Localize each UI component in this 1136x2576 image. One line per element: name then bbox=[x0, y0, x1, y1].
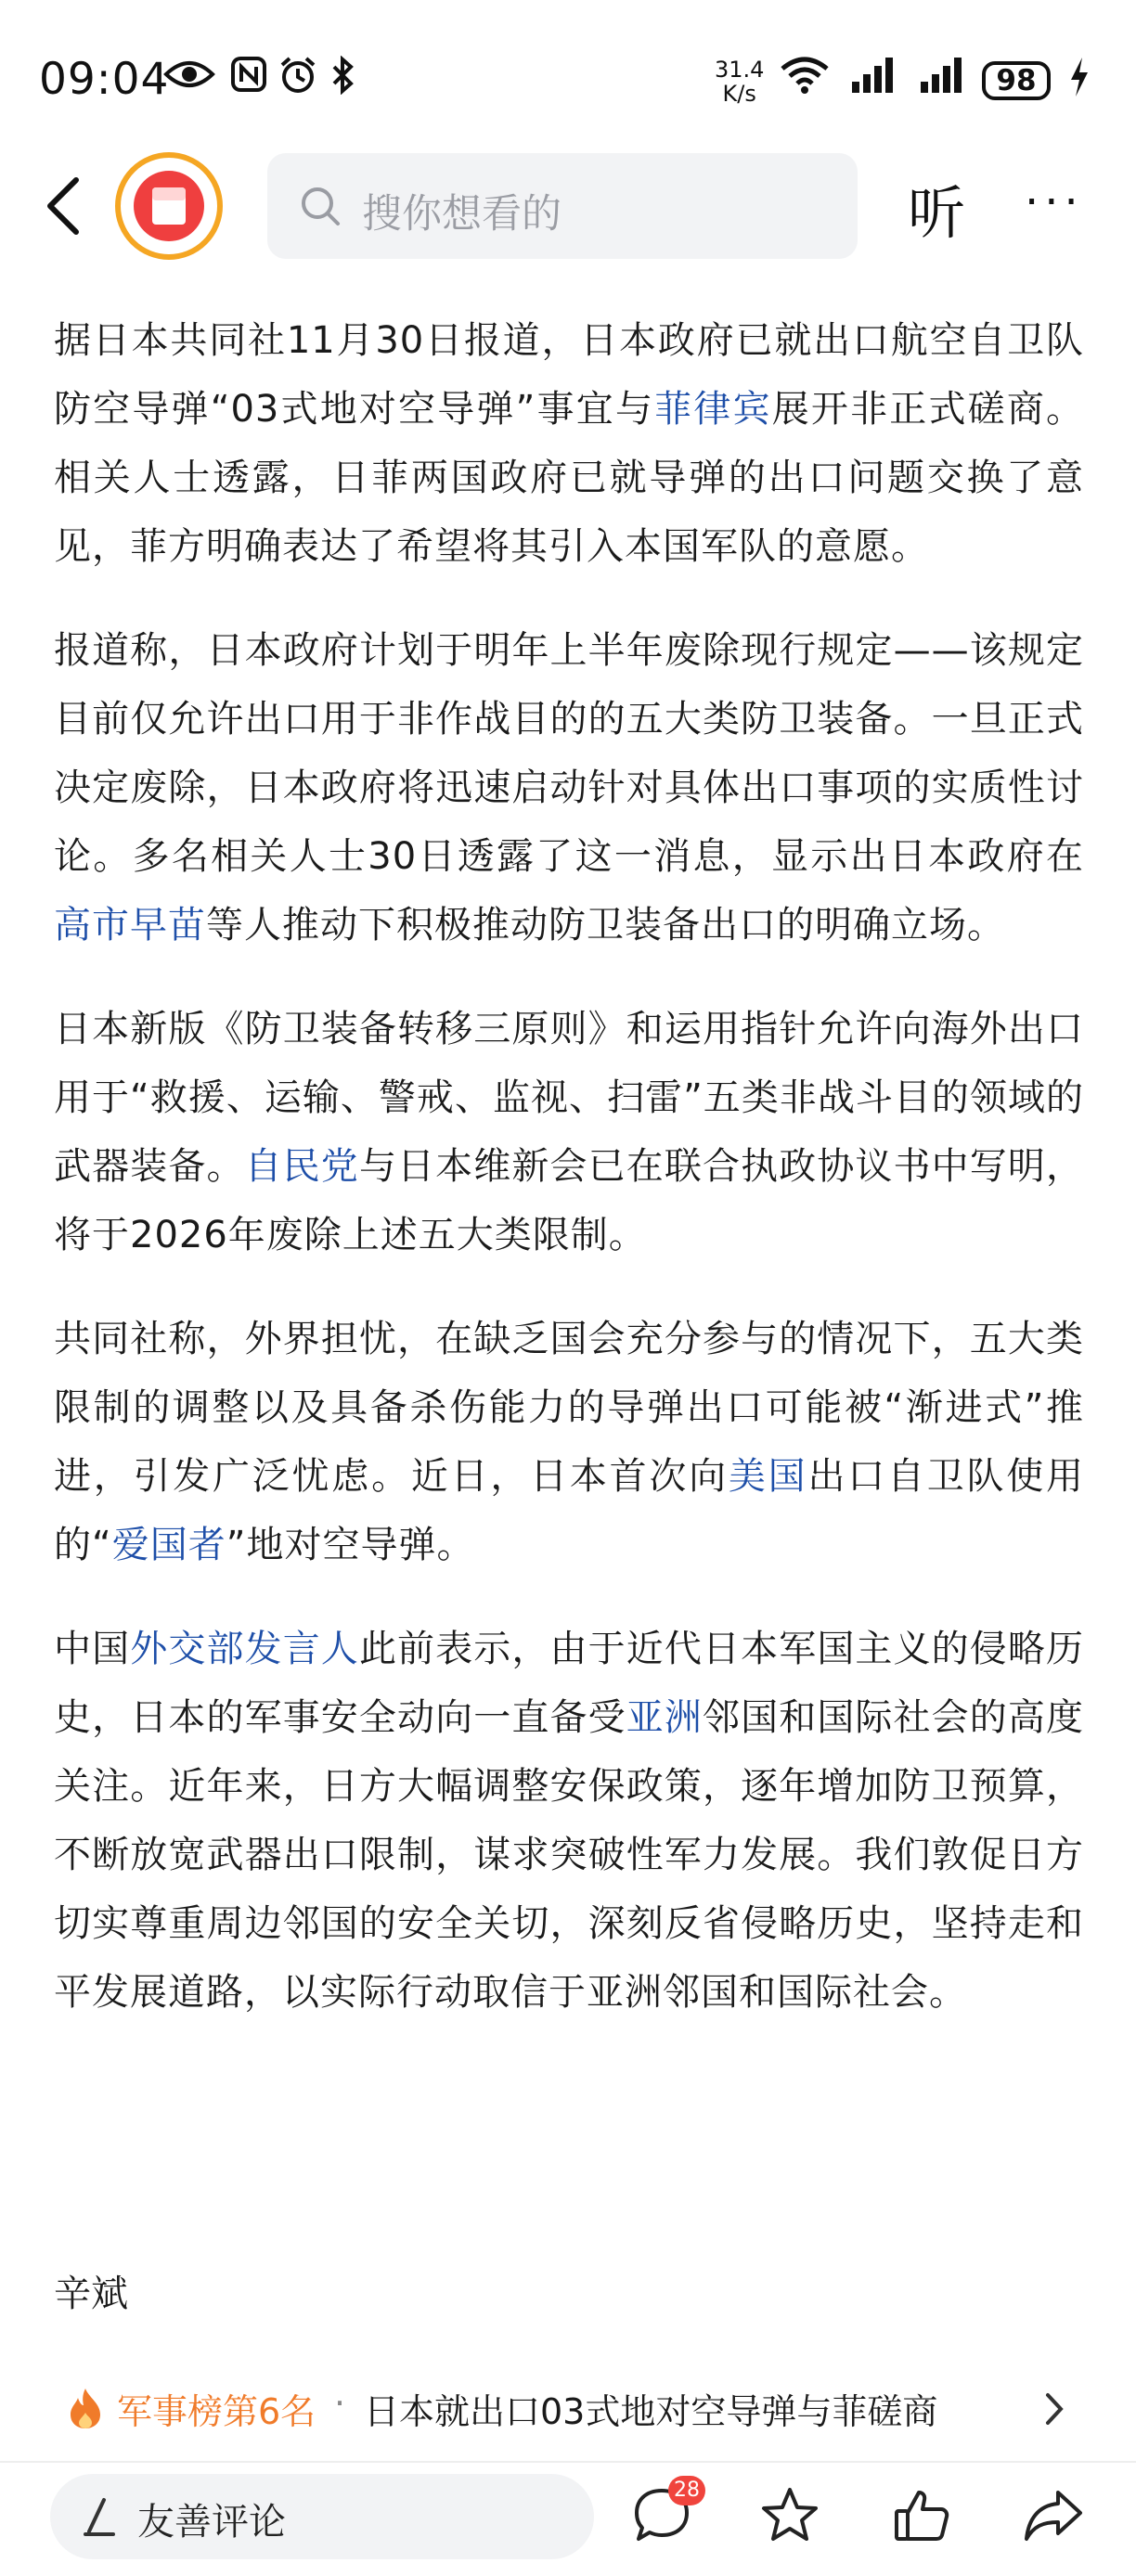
paragraph-text: 中国 bbox=[54, 1628, 131, 1670]
link-takaichi-sanae[interactable]: 高市早苗 bbox=[54, 904, 206, 947]
status-bar bbox=[0, 0, 1136, 139]
article-body bbox=[54, 306, 1084, 2062]
signal-icon-sim1 bbox=[848, 56, 900, 95]
search-placeholder: 搜你想看的 bbox=[362, 191, 562, 238]
comment-input[interactable] bbox=[50, 2474, 594, 2559]
article-paragraph bbox=[54, 616, 1084, 960]
paragraph-text: 报道称，日本政府计划于明年上半年废除现行规定——该规定目前仅允许出口用于非作战目的的五大类防卫装备。一旦正式决定废除，日本政府将迅速启动针对具体出口事项的实质性讨论。多名相关人士30日透露了这一消息，显示出日本政府在 bbox=[54, 629, 1084, 878]
paragraph-text: ”地对空导弹。 bbox=[226, 1524, 475, 1566]
article-paragraph bbox=[54, 1305, 1084, 1579]
search-icon bbox=[299, 185, 342, 227]
link-mfa-spokesperson[interactable]: 外交部发言人 bbox=[130, 1628, 359, 1670]
back-arrow-icon[interactable] bbox=[45, 176, 82, 236]
link-patriot[interactable]: 爱国者 bbox=[111, 1524, 226, 1566]
comment-count-badge: 28 bbox=[668, 2476, 705, 2505]
charging-bolt-icon bbox=[1067, 56, 1091, 98]
nfc-icon bbox=[230, 56, 267, 93]
paragraph-text: 据日本共同社11月30日报道，日本政府已就出口航空自卫队防空导弹“03式地对空导弹”事宜与 bbox=[54, 319, 1084, 431]
alarm-icon bbox=[278, 56, 317, 95]
divider bbox=[0, 2461, 1136, 2463]
paragraph-text: 日本新版《防卫装备转移三原则》和运用指针允许向海外出口用于“救援、运输、警戒、监视、扫雷”五类非战斗目的领域的武器装备。 bbox=[54, 1008, 1084, 1188]
link-usa[interactable]: 美国 bbox=[728, 1455, 808, 1498]
network-speed-value: 31.4 bbox=[715, 57, 765, 83]
comment-placeholder: 友善评论 bbox=[137, 2501, 286, 2544]
battery-level: 98 bbox=[982, 61, 1051, 100]
chevron-right-icon bbox=[1043, 2390, 1065, 2428]
rank-label: 军事榜第6名 bbox=[117, 2391, 316, 2432]
rank-title: 日本就出口03式地对空导弹与菲磋商 bbox=[364, 2391, 938, 2432]
paragraph-text: 与日本维新会已在联合执政协议书中写明，将于2026年废除上述五大类限制。 bbox=[54, 1145, 1085, 1256]
paragraph-text: 共同社称，外界担忧，在缺乏国会充分参与的情况下，五大类限制的调整以及具备杀伤能力的导弹出口可能被“渐进式”推进，引发广泛忧虑。近日，日本首次向 bbox=[54, 1318, 1084, 1498]
paragraph-text: 展开非正式磋商。相关人士透露，日菲两国政府已就导弹的出口问题交换了意见，菲方明确表达了希望将其引入本国军队的意愿。 bbox=[54, 388, 1085, 568]
search-bar[interactable] bbox=[267, 153, 858, 259]
signal-icon-sim2 bbox=[917, 56, 969, 95]
star-icon[interactable] bbox=[759, 2485, 820, 2546]
app-logo-mark bbox=[134, 171, 204, 241]
network-speed-unit: K/s bbox=[722, 81, 756, 107]
pen-icon bbox=[78, 2496, 119, 2537]
paragraph-text: 等人推动下积极推动防卫装备出口的明确立场。 bbox=[206, 904, 1005, 947]
app-logo[interactable] bbox=[115, 152, 223, 260]
article-author: 辛斌 bbox=[54, 2273, 128, 2315]
top-nav bbox=[0, 139, 1136, 269]
link-philippines[interactable]: 菲律宾 bbox=[654, 388, 772, 431]
link-asia[interactable]: 亚洲 bbox=[626, 1696, 703, 1739]
article-paragraph bbox=[54, 995, 1084, 1269]
listen-button[interactable]: 听 bbox=[908, 179, 966, 247]
clock: 09:04 bbox=[39, 54, 170, 105]
paragraph-text: 出口自卫队使用的“ bbox=[54, 1455, 1085, 1566]
thumbs-up-icon[interactable] bbox=[891, 2485, 952, 2546]
more-options-button[interactable]: ··· bbox=[1025, 176, 1084, 228]
bluetooth-icon bbox=[330, 56, 356, 95]
hot-rank-bar[interactable] bbox=[54, 2381, 1084, 2437]
article-paragraph bbox=[54, 1615, 1084, 2027]
wifi-icon bbox=[780, 56, 830, 95]
rank-separator: · bbox=[334, 2383, 346, 2424]
network-speed bbox=[715, 58, 764, 106]
eye-icon bbox=[163, 56, 215, 93]
share-icon[interactable] bbox=[1021, 2485, 1086, 2546]
paragraph-text: 邻国和国际社会的高度关注。近年来，日方大幅调整安保政策，逐年增加防卫预算，不断放宽武器出口限制，谋求突破性军力发展。我们敦促日方切实尊重周边邻国的安全关切，深刻反省侵略历史，坚持走和平发展道路，以实际行动取信于亚洲邻国和国际社会。 bbox=[54, 1696, 1085, 2014]
article-paragraph bbox=[54, 306, 1084, 581]
app-logo-icon bbox=[134, 171, 204, 241]
link-ldp[interactable]: 自民党 bbox=[244, 1145, 359, 1188]
fire-icon bbox=[67, 2387, 104, 2429]
paragraph-text: 此前表示，由于近代日本军国主义的侵略历史，日本的军事安全动向一直备受 bbox=[54, 1628, 1085, 1739]
